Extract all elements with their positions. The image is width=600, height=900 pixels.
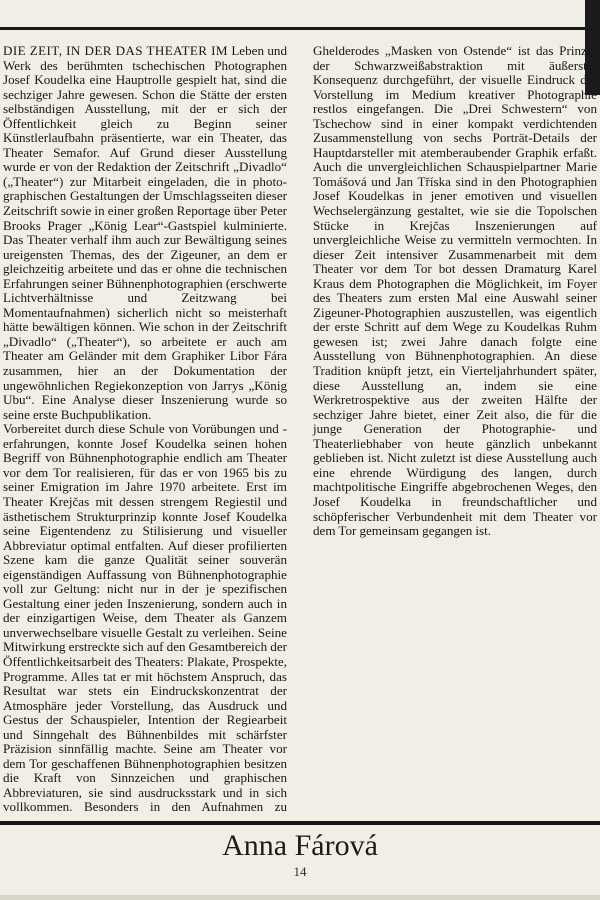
bottom-rule <box>0 821 600 825</box>
top-rule <box>0 27 600 30</box>
paragraph-1-text: Leben und Werk des berühmten tschechischen Photographen Josef Koudelka eine Hauptrolle gespielt hat, sind die sechziger Jahre gewesen. Schon die Stätte der ersten selbständigen Ausstellung, mit der er sich der Öffentlichkeit gleich zu Beginn seiner Künstlerlaufbahn präsentierte, war ein Theater, das Theater Semafor. Auf Grund dieser Ausstellung wurde er von der Redaktion der Zeitschrift „Divadlo“ („Theater“) zur Mitarbeit eingeladen, die in photo-graphischen Gestaltungen der Umschlagsseiten dieser Zeitschrift sowie in einer großen Reportage über Peter Brooks Prager „König Lear“-Gastspiel kulminierte. Das Theater verhalf ihm auch zur Bewältigung seines ureigensten Themas, des der Zigeuner, an dem er gleichzeitig arbeitete und das er ohne die technischen Erfahrungen seiner Bühnenphotographien (erschwerte Lichtverhältnisse und Zeitzwang bei Momentaufnahmen) sicherlich nicht so meisterhaft hätte bewältigen können. Wie schon in der Zeitschrift „Divadlo“ („Theater“), so arbeitete er auch am Theater am Geländer mit dem Graphiker Libor Fára zusammen, hier an der Dokumentation der ungewöhnlichen Regiekonzeption von Jarrys „König Ubu“. Eine Analyse dieser Inszenierung wurde so seine erste Buchpublikation. <box>3 44 287 422</box>
page-number: 14 <box>293 864 307 879</box>
lead-in-caps: DIE ZEIT, IN DER DAS THEATER IM <box>3 44 228 58</box>
paragraph-2: Vorbereitet durch diese Schule von Vorübungen und -erfahrungen, konnte Josef Koudelka seinen hohen Begriff von Bühnenphotographie endlich am Theater vor dem Tor realisieren, für das er von 1965 bis zu seiner Emigration im Jahre 1970 arbeitete. Erst im Theater Krejčas mit dessen strengem Regiestil und ästhetischem Strukturprinzip konnte Josef Koudelka seine Eigentendenz zu Stilisierung und visueller Abbreviatur optimal entfalten. Auf dieser profilierten Szene kam die ganze Qualität seiner souverän eigenständigen Auffassung von Bühnenphotographie voll zur Geltung: nicht nur in der je spezifischen Gestaltung einer jeden Inszenierung, sondern auch in der einzigartigen Weise, dem Theater als Ganzem unverwechselbare visuelle Gestalt zu verleihen. Seine Mitwirkung erstreckte sich auf den Gesamtbereich der Öffentlichkeitsarbeit des Theaters: Plakate, Prospekte, Programme. Alles tat er mit höchstem Anspruch, das Resultat war stets ein Eindruckskonzentrat der Atmosphäre jeder Vorstellung, das Ausdruck und Gestus der Schauspieler, Intention der Regiearbeit und Sinngehalt des Bühnenbildes mit schärfster Präzision sinnfällig machte. Seine am Theater vor dem Tor geschaffenen Bühnenphotographien besitzen die Kraft von Sinnzeichen und graphischen Abbreviaturen, sie sind ausdrucksstark und in sich vollkommen. Besonders in den Aufnahmen zu Ghelderodes „Masken von Ostende“ ist das Prinzip der Schwarzweißabstraktion mit äußerster Konsequenz durchgeführt, der visuelle Eindruck der Vorstellung im Medium kreativer Photographie restlos eingefangen. Die „Drei Schwestern“ von Tschechow sind in einer kompakt verdichtenden Zusammenstellung von sechs Porträt-Details der Hauptdarsteller mit atemberaubender Graphik erfaßt. Auch die unvergleichlichen Schauspielpartner Marie Tomášová und Jan Tříska sind in den Photographien Josef Koudelkas in jener emotiven und visuellen Wechselergänzung gestaltet, wie sie die Topolschen Stücke in Krejčas Inszenierungen auf unvergleichliche Weise zu vermitteln vermochten. In dieser Zeit intensiver Zusammenarbeit mit dem Theater vor dem Tor bot dessen Dramaturg Karel Kraus dem Photographen die Möglichkeit, im Foyer des Theaters zum ersten Mal eine Auswahl seiner Zigeuner-Photographien auszustellen, was eigentlich der erste Schritt auf dem Wege zu Koudelkas Ruhm gewesen ist; zwei Jahre danach folgte eine Ausstellung von Bühnenphotographien. An diese Tradition knüpft jetzt, ein Vierteljahrhundert später, diese Ausstellung an, indem sie eine Werkretrospektive aus der zweiten Hälfte der sechziger Jahre bietet, einer Zeit also, die für die junge Generation der Photographie- und Theaterliebhaber von heute gänzlich unbekannt geblieben ist. Nicht zuletzt ist diese Ausstellung auch eine ehrende Würdigung des langen, durch machtpolitische Eingriffe abgebrochenen Weges, den Josef Koudelka in freundschaftlicher und schöpferischer Verbundenheit mit dem Theater vor dem Tor gemeinsam gegangen ist. <box>3 44 597 815</box>
paragraph-1 <box>3 44 287 422</box>
scan-bottom-shadow <box>0 895 600 900</box>
author-name: Anna Fárová <box>222 829 378 862</box>
article-body <box>3 44 597 822</box>
